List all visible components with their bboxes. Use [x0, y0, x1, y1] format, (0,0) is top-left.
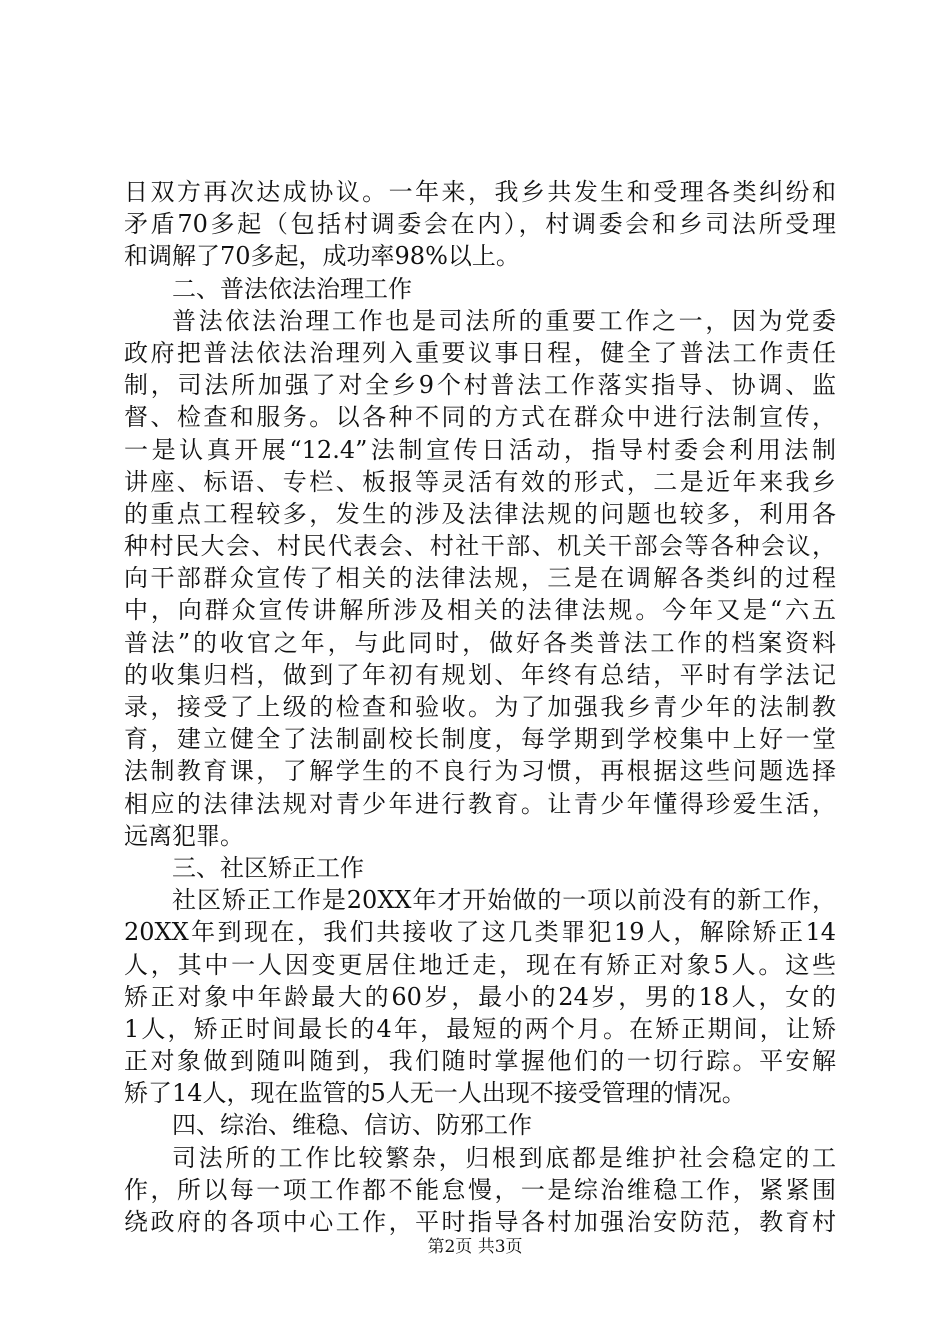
text-line: 制，司法所加强了对全乡9个村普法工作落实指导、协调、监	[124, 371, 836, 400]
text-line: 相应的法律法规对青少年进行教育。让青少年懂得珍爱生活，	[124, 789, 836, 818]
text-line: 种村民大会、村民代表会、村社干部、机关干部会等各种会议，	[124, 532, 836, 561]
text-line: 作，所以每一项工作都不能怠慢，一是综治维稳工作，紧紧围	[124, 1175, 836, 1204]
text-line: 矫了14人，现在监管的5人无一人出现不接受管理的情况。	[124, 1079, 746, 1108]
page-footer: 第2页 共3页	[427, 1237, 523, 1257]
text-line: 司法所的工作比较繁杂，归根到底都是维护社会稳定的工	[172, 1143, 836, 1172]
text-line: 普法依法治理工作也是司法所的重要工作之一，因为党委	[172, 306, 836, 335]
text-line: 社区矫正工作是20XX年才开始做的一项以前没有的新工作，	[172, 886, 836, 915]
text-line: 向干部群众宣传了相关的法律法规，三是在调解各类纠的过程	[124, 564, 836, 593]
text-line: 绕政府的各项中心工作，平时指导各村加强治安防范，教育村	[124, 1208, 836, 1236]
text-line: 日双方再次达成协议。一年来，我乡共发生和受理各类纠纷和	[124, 178, 836, 206]
text-line: 育，建立健全了法制副校长制度，每学期到学校集中上好一堂	[124, 725, 836, 754]
text-line: 中，向群众宣传讲解所涉及相关的法律法规。今年又是“六五	[124, 596, 836, 625]
document-body	[124, 176, 836, 1238]
text-line: 录，接受了上级的检查和验收。为了加强我乡青少年的法制教	[124, 693, 836, 721]
text-line: 四、综治、维稳、信访、防邪工作	[172, 1111, 532, 1140]
text-line: 讲座、标语、专栏、板报等灵活有效的形式，二是近年来我乡	[124, 467, 836, 496]
text-line: 督、检查和服务。以各种不同的方式在群众中进行法制宣传，	[124, 403, 836, 432]
text-line: 正对象做到随叫随到，我们随时掌握他们的一切行踪。平安解	[124, 1047, 836, 1076]
text-line: 人，其中一人因变更居住地迁走，现在有矫正对象5人。这些	[124, 950, 836, 979]
text-line: 1人，矫正时间最长的4年，最短的两个月。在矫正期间，让矫	[124, 1014, 836, 1043]
text-line: 的收集归档，做到了年初有规划、年终有总结，平时有学法记	[124, 660, 836, 689]
text-line: 和调解了70多起，成功率98%以上。	[124, 242, 520, 271]
text-line: 的重点工程较多，发生的涉及法律法规的问题也较多，利用各	[124, 499, 836, 528]
text-line: 法制教育课，了解学生的不良行为习惯，再根据这些问题选择	[124, 757, 836, 786]
text-line: 政府把普法依法治理列入重要议事日程，健全了普法工作责任	[124, 338, 836, 367]
text-line: 二、普法依法治理工作	[172, 274, 412, 303]
text-line: 一是认真开展“12.4”法制宣传日活动，指导村委会利用法制	[124, 435, 836, 464]
text-line: 三、社区矫正工作	[172, 853, 364, 882]
text-line: 矫正对象中年龄最大的60岁，最小的24岁，男的18人，女的	[124, 982, 836, 1011]
text-line: 矛盾70多起（包括村调委会在内），村调委会和乡司法所受理	[124, 210, 836, 239]
text-line: 远离犯罪。	[124, 821, 244, 850]
text-line: 20XX年到现在，我们共接收了这几类罪犯19人，解除矫正14	[124, 918, 836, 947]
text-line: 普法”的收官之年，与此同时，做好各类普法工作的档案资料	[124, 628, 836, 657]
